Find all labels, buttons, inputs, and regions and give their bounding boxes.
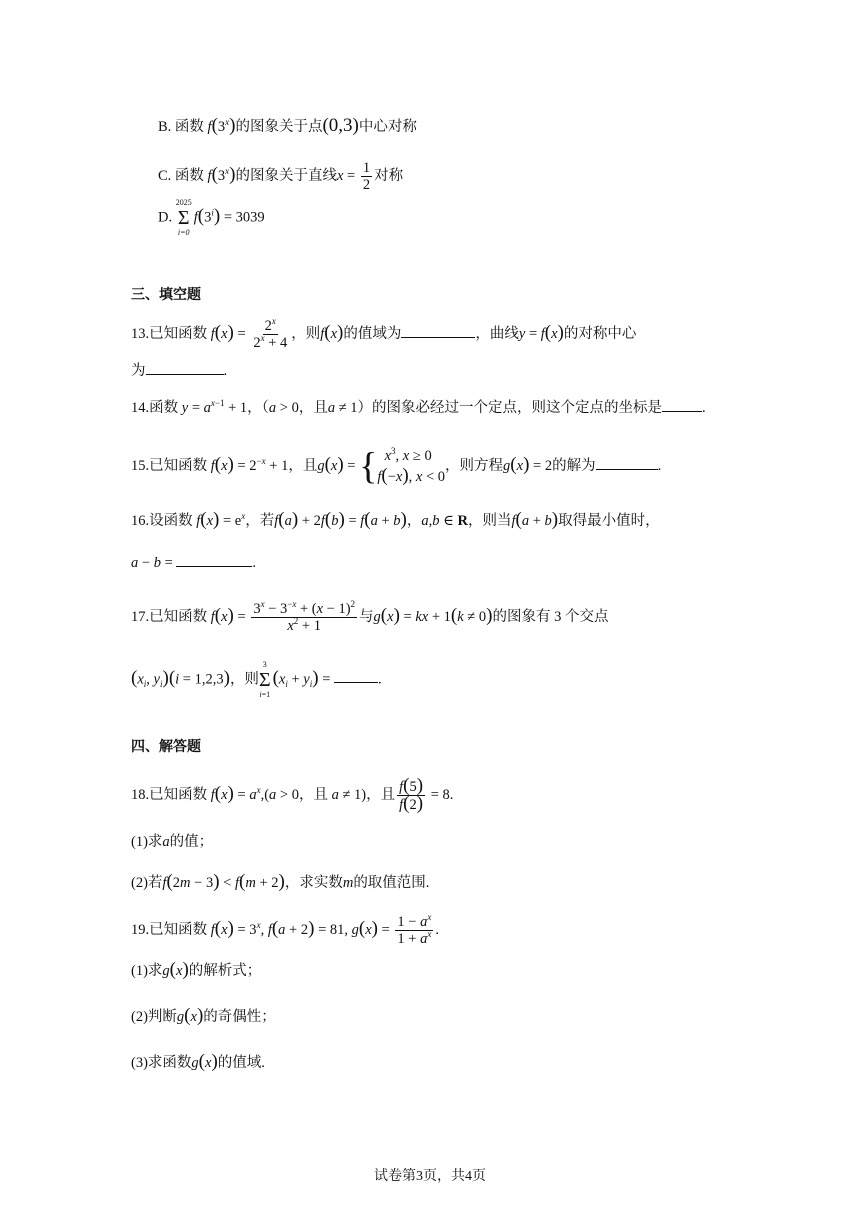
- q19-number: 19.: [131, 921, 150, 938]
- question-16-cont: a − b = .: [131, 552, 256, 573]
- option-c-text2: 的图象关于直线: [235, 167, 337, 184]
- q14-text2: ，（: [247, 400, 269, 416]
- answer-blank[interactable]: [176, 552, 252, 567]
- q19-part1-text: 的解析式；: [188, 963, 262, 979]
- q16-text3: ，: [406, 513, 422, 529]
- q19-part2-text: 的奇偶性；: [203, 1009, 276, 1025]
- q18-end: .: [449, 786, 454, 803]
- q18-part2-text: ，求实数: [284, 875, 343, 891]
- fraction: $\frac{1}{2}$: [362, 160, 371, 193]
- q13-text3: 的值域为: [343, 325, 402, 342]
- q15-text: 已知函数: [149, 457, 208, 474]
- sum-lower: i=0: [177, 228, 190, 237]
- option-d: D. 2025 Σ i=0 $f(3^i) = 3039$: [158, 198, 265, 237]
- fraction: $\frac{3^x - 3^{-x} + (x - 1)^2}{x^2 + 1}$: [253, 599, 356, 634]
- piecewise: $x^3$, x ≥ 0 f(−x), x < 0: [377, 446, 446, 486]
- q15-text4: 的解为: [552, 457, 596, 474]
- q14-number: 14.: [131, 400, 150, 416]
- answer-blank[interactable]: [146, 360, 224, 375]
- q19-text: 已知函数: [149, 921, 208, 938]
- option-c-text3: 对称: [374, 167, 404, 184]
- q16-text4: ，则当: [467, 513, 512, 529]
- q13-end: .: [223, 363, 228, 379]
- question-15: 15.已知函数 $f(x) = 2^{-x} + 1$，且g(x) = { $x^3$, x ≥ 0 f(−x), x < 0 ，则方程g(x) = 2的解为 .: [131, 445, 662, 488]
- section-title-fill: 三、填空题: [131, 287, 201, 303]
- q18-text2: ，且: [366, 786, 396, 803]
- option-c-label: C.: [158, 167, 172, 184]
- option-c: C. 函数 f(3$^x$)的图象关于直线x = $\frac{1}{2}$ 对称: [158, 160, 404, 193]
- option-d-result: 3039: [235, 209, 265, 226]
- option-b: B. 函数 f(3$^x$)的图象关于点(0,3)中心对称: [158, 115, 417, 136]
- q14-text: 函数: [149, 400, 179, 416]
- answer-blank[interactable]: [596, 455, 658, 470]
- q13-text2: ，则: [291, 325, 321, 342]
- question-18-part1: (1)求a的值；: [131, 834, 214, 850]
- q17-end: .: [378, 671, 382, 688]
- question-17: 17.已知函数 f(x) = $\frac{3^x - 3^{-x} + (x - 1)^2}{x^2 + 1}$ 与g(x) = kx + 1(k ≠ 0)的图象有 3 个交点: [131, 599, 609, 634]
- q15-number: 15.: [131, 457, 150, 474]
- question-13-cont: [131, 360, 227, 381]
- brace: {: [359, 445, 378, 488]
- question-14: 14.函数 $y = a^{x-1} + 1$，（a > 0，且a ≠ 1）的图象必经过一个定点，则这个定点的坐标是 .: [131, 398, 706, 416]
- q16-text5: 取得最小值时，: [558, 513, 660, 529]
- option-b-text3: 中心对称: [358, 119, 417, 135]
- page-footer: 试卷第3页，共4页: [374, 1169, 486, 1184]
- q15-text2: ，且: [288, 457, 318, 474]
- q19-end: .: [435, 921, 439, 938]
- q15-text3: ，则方程: [445, 457, 504, 474]
- q18-part2-text2: 的取值范围.: [353, 875, 430, 891]
- q16-end: .: [252, 555, 256, 571]
- q14-text3: ，且: [298, 400, 328, 416]
- fraction: $\frac{2^x}{2^x + 4}$: [253, 316, 288, 351]
- question-18-part2: (2)若f(2m − 3) < f(m + 2)，求实数m的取值范围.: [131, 871, 430, 892]
- question-18: 18.已知函数 $f(x) = a^x,(a > 0$，且 a ≠ 1)，且 $\frac{f(5)}{f(2)}$ = 8.: [131, 775, 454, 814]
- q17-text2: 与: [359, 608, 374, 625]
- q19-part3-text: 的值域.: [217, 1055, 265, 1071]
- option-b-text2: 的图象关于点: [235, 119, 323, 135]
- answer-blank[interactable]: [401, 323, 475, 338]
- question-16: 16.设函数 $f(x) = e^x$，若f(a) + 2f(b) = f(a + b)，a,b ∈ R，则当f(a + b)取得最小值时，: [131, 509, 660, 530]
- question-19-part2: (2)判断g(x)的奇偶性；: [131, 1005, 276, 1026]
- question-19: 19.已知函数 $f(x) = 3^x$, f(a + 2) = 81, g(x) = $\frac{1 - a^x}{1 + a^x}$ .: [131, 912, 439, 947]
- q16-number: 16.: [131, 513, 150, 529]
- q19-part1: (1)求: [131, 963, 163, 979]
- q13-text4: ，曲线: [475, 325, 519, 342]
- fraction: $\frac{f(5)}{f(2)}$: [399, 775, 424, 814]
- q18-number: 18.: [131, 786, 150, 803]
- fraction: $\frac{1 - a^x}{1 + a^x}$: [397, 912, 432, 947]
- q14-text4: ）的图象必经过一个定点，则这个定点的坐标是: [357, 400, 663, 416]
- q15-end: .: [657, 457, 662, 474]
- option-b-point: (0,3): [322, 115, 359, 136]
- q19-part2: (2)判断: [131, 1009, 177, 1025]
- q13-text: 已知函数: [149, 325, 208, 342]
- section-title-answer: 四、解答题: [131, 739, 201, 755]
- q19-part3: (3)求函数: [131, 1055, 192, 1071]
- option-c-text: 函数: [174, 167, 204, 184]
- q17-number: 17.: [131, 608, 150, 625]
- question-19-part1: (1)求g(x)的解析式；: [131, 959, 262, 980]
- option-b-label: B.: [158, 119, 172, 135]
- q17-text: 已知函数: [149, 608, 208, 625]
- summation: 2025 Σ i=0: [175, 198, 192, 237]
- question-17-cont: ($x_i$, $y_i)(i = 1,2,3)$，则 3 Σ i=1 $(x_i + y_i)$ = .: [131, 660, 382, 699]
- q17-text4: ，则: [229, 671, 259, 688]
- q13-text6: 为: [131, 363, 146, 379]
- answer-blank[interactable]: [662, 397, 702, 412]
- q13-number: 13.: [131, 325, 150, 342]
- q18-text: 已知函数: [149, 786, 208, 803]
- answer-blank[interactable]: [334, 668, 378, 683]
- summation: 3 Σ i=1: [258, 660, 271, 699]
- option-b-text: 函数: [174, 119, 204, 135]
- sum-upper: 2025: [175, 198, 192, 207]
- question-13: 13.已知函数 f(x) = $\frac{2^x}{2^x + 4}$ ，则f(x)的值域为 ，曲线y = f(x)的对称中心: [131, 316, 637, 351]
- q18-part1: (1)求: [131, 834, 163, 850]
- question-19-part3: (3)求函数g(x)的值域.: [131, 1051, 265, 1072]
- q18-part2: (2)若: [131, 875, 163, 891]
- option-d-label: D.: [158, 209, 173, 226]
- q17-text3: 的图象有 3 个交点: [492, 608, 609, 625]
- q13-text5: 的对称中心: [563, 325, 637, 342]
- q18-part1-text: 的值；: [169, 834, 214, 850]
- q16-text: 设函数: [149, 513, 193, 529]
- q14-end: .: [702, 400, 706, 416]
- q16-text2: ，若: [245, 513, 275, 529]
